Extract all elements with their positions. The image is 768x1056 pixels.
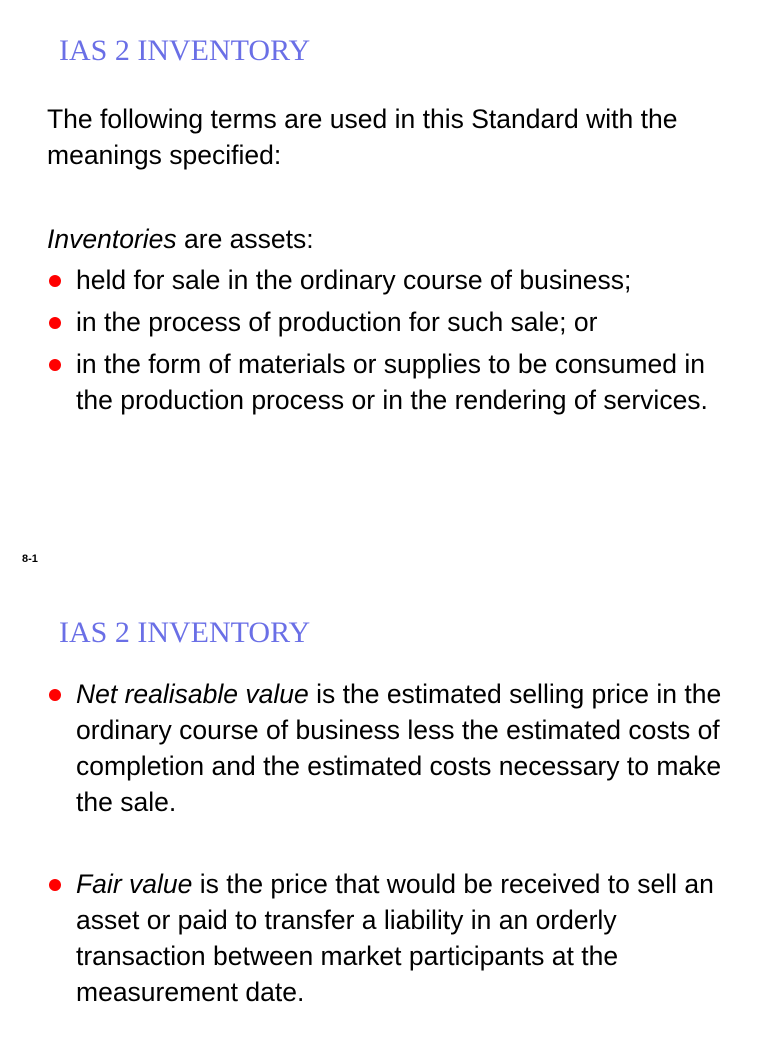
slide-1 xyxy=(0,0,768,512)
slide-title: IAS 2 INVENTORY xyxy=(59,616,311,649)
bullet-icon xyxy=(49,879,61,891)
definition-text: is the price that would be received to sell an asset or paid to transfer a liability in an orderly transaction between market participants at the measurement date. xyxy=(76,869,714,1007)
slide-2 xyxy=(0,512,768,1024)
list-item xyxy=(47,346,747,418)
definition-term: Fair value xyxy=(76,869,193,899)
slide-title: IAS 2 INVENTORY xyxy=(59,34,311,67)
list-item xyxy=(47,262,747,298)
definition-term: Net realisable value xyxy=(76,679,309,709)
bullet-icon xyxy=(49,317,61,329)
bullet-icon xyxy=(49,275,61,287)
definition-item xyxy=(47,866,747,1010)
definitions-list xyxy=(47,676,747,1056)
list-item xyxy=(47,304,747,340)
inventories-lead xyxy=(47,221,747,257)
bullet-text: in the form of materials or supplies to be consumed in the production process or in the rendering of services. xyxy=(76,349,708,415)
inventories-bullet-list xyxy=(47,262,747,424)
bullet-text: in the process of production for such sale; or xyxy=(76,307,598,337)
slide-number: 8-1 xyxy=(22,553,38,565)
bullet-icon xyxy=(49,689,61,701)
bullet-text: held for sale in the ordinary course of business; xyxy=(76,265,632,295)
definition-text: is the estimated selling price in the ordinary course of business less the estimated costs of completion and the estimated costs necessary to make the sale. xyxy=(76,679,722,817)
intro-paragraph: The following terms are used in this Standard with the meanings specified: xyxy=(47,104,678,170)
bullet-icon xyxy=(49,359,61,371)
definition-item xyxy=(47,676,747,820)
inventories-lead-text: are assets: xyxy=(176,224,314,254)
inventories-term: Inventories xyxy=(47,224,177,254)
